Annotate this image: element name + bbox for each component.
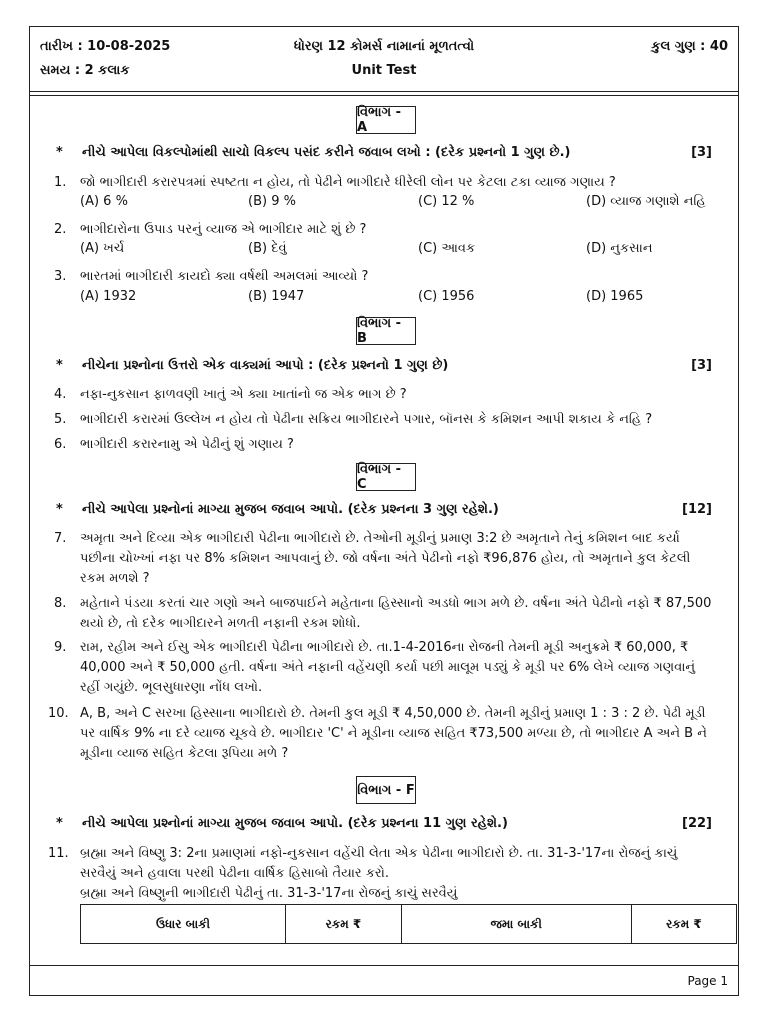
question-3-options [80, 289, 718, 307]
option: (D) નુકસાન [586, 241, 653, 256]
page-number: Page 1 [687, 974, 728, 988]
bullet-star-icon: * [56, 358, 63, 373]
question-2-options [80, 241, 718, 259]
table-header-row [81, 905, 737, 944]
table-header-amount: રકમ ₹ [286, 905, 402, 944]
section-b-instruction: * નીચેના પ્રશ્નોના ઉત્તરો એક વાક્યમાં આપો : (દરેક પ્રશ્નનો 1 ગુણ છે) [3] [56, 358, 712, 373]
section-f-marks: [22] [682, 816, 712, 831]
table-header-debit: ઉધાર બાકી [81, 905, 286, 944]
section-a-title: વિભાગ - A [356, 106, 416, 134]
section-c-title: વિભાગ - C [356, 463, 416, 491]
option: (A) ખર્ચ [80, 241, 125, 256]
bullet-star-icon: * [56, 145, 63, 160]
question-11: 11. બ્રહ્મા અને વિષ્ણુ 3: 2ના પ્રમાણમાં નફો-નુકસાન વહેંચી લેતા એક પેઢીના ભાગીદારો છે. તા. 31-3-'17ના રોજનું કાચું સરવૈયું અને હવાલા પરથી પેઢીના વાર્ષિક હિસાબો તૈયાર કરો. બ્રહ્મા અને વિષ્ણુની ભાગીદારી પેઢીનું તા. 31-3-'17ના રોજનું કાચું સરવૈયું [48, 844, 712, 904]
question-3: 3. ભારતમાં ભાગીદારી કાયદો ક્યા વર્ષથી અમલમાં આવ્યો ? [54, 269, 369, 284]
option: (D) 1965 [586, 289, 644, 304]
bullet-star-icon: * [56, 816, 63, 831]
section-a-instruction: * નીચે આપેલા વિકલ્પોમાંથી સાચો વિકલ્પ પસંદ કરીને જવાબ લખો : (દરેક પ્રશ્નનો 1 ગુણ છે.) [3] [56, 145, 712, 160]
question-6: 6. ભાગીદારી કરારનામુ એ પેઢીનું શું ગણાય ? [54, 437, 294, 452]
table-header-credit: જમા બાકી [401, 905, 631, 944]
section-c-marks: [12] [682, 502, 712, 517]
question-7: 7. અમૃતા અને દિવ્યા એક ભાગીદારી પેઢીના ભાગીદારો છે. તેઓની મૂડીનું પ્રમાણ 3:2 છે અમૃતાને તેનું કમિશન બાદ કર્યા પછીના ચોખ્ખાં નફા પર 8% કમિશન આપવાનું છે. જો વર્ષના અંતે પેઢીનો નફો ₹96,876 હોય, તો અમૃતાને કુલ કેટલી રકમ મળશે ? [54, 531, 691, 586]
question-10: 10. A, B, અને C સરખા હિસ્સાના ભાગીદારો છે. તેમની કુલ મૂડી ₹ 4,50,000 છે. તેમની મૂડીનું પ્રમાણ 1 : 3 : 2 છે. પેઢી મૂડી પર વાર્ષિક 9% ના દરે વ્યાજ ચૂકવે છે. ભાગીદાર 'C' ને મૂડીના વ્યાજ સહિત ₹73,500 મળ્યા છે, તો ભાગીદાર A અને B ને મૂડીના વ્યાજ સહિત કેટલા રૂપિયા મળે ? [48, 706, 707, 761]
exam-paper [29, 26, 739, 996]
question-1: 1. જો ભાગીદારી કરારપત્રમાં સ્પષ્ટતા ન હોય, તો પેઢીને ભાગીદારે ધીરેલી લોન પર કેટલા ટકા વ્યાજ ગણાય ? [54, 175, 616, 190]
option: (C) 1956 [418, 289, 475, 304]
question-11-subtext: બ્રહ્મા અને વિષ્ણુની ભાગીદારી પેઢીનું તા. 31-3-'17ના રોજનું કાચું સરવૈયું [80, 886, 458, 901]
section-b-marks: [3] [691, 358, 712, 373]
option: (A) 1932 [80, 289, 137, 304]
option: (C) આવક [418, 241, 476, 256]
section-c-instruction: * નીચે આપેલા પ્રશ્નોનાં માગ્યા મુજબ જવાબ આપો. (દરેક પ્રશ્નના 3 ગુણ રહેશે.) [12] [56, 502, 712, 517]
question-9: 9. રામ, રહીમ અને ઈસુ એક ભાગીદારી પેઢીના ભાગીદારો છે. તા.1-4-2016ના રોજની તેમની મૂડી અનુક્રમે ₹ 60,000, ₹ 40,000 અને ₹ 50,000 હતી. વર્ષના અંતે નફાની વહેંચણી કર્યા પછી માલૂમ પડ્યું કે મૂડી પર 6% લેખે વ્યાજ ગણવાનું રહીં ગયુંછે. ભૂલસુધારણા નોંધ લખો. [54, 640, 696, 695]
option: (C) 12 % [418, 194, 475, 209]
exam-header [30, 27, 738, 92]
table-header-amount: રકમ ₹ [631, 905, 736, 944]
option: (A) 6 % [80, 194, 128, 209]
exam-subject: ધોરણ 12 કોમર્સ નામાનાં મૂળતત્વો [293, 39, 475, 54]
section-f-instruction: * નીચે આપેલા પ્રશ્નોનાં માગ્યા મુજબ જવાબ આપો. (દરેક પ્રશ્નના 11 ગુણ રહેશે.) [22] [56, 816, 712, 831]
question-1-options [80, 194, 718, 212]
section-b-title: વિભાગ - B [356, 317, 416, 345]
total-marks: કુલ ગુણ : 40 [651, 39, 728, 54]
question-5: 5. ભાગીદારી કરારમાં ઉલ્લેખ ન હોય તો પેઢીના સક્રિય ભાગીદારને પગાર, બૉનસ કે કમિશન આપી શકાય કે નહિ ? [54, 412, 653, 427]
exam-date: તારીખ : 10-08-2025 [40, 39, 171, 54]
exam-duration: સમય : 2 કલાક [40, 63, 130, 78]
trial-balance-table [80, 904, 737, 944]
option: (D) વ્યાજ ગણાશે નહિ [586, 194, 706, 209]
option: (B) દેવું [248, 241, 287, 256]
question-8: 8. મહેતાને પંડયા કરતાં ચાર ગણો અને બાજપાઈને મહેતાના હિસ્સાનો અડધો ભાગ મળે છે. વર્ષના અંતે પેઢીનો નફો ₹ 87,500 થયો છે, તો દરેક ભાગીદારને મળતી નફાની રકમ શોધો. [54, 596, 712, 631]
question-2: 2. ભાગીદારોના ઉપાડ પરનું વ્યાજ એ ભાગીદાર માટે શું છે ? [54, 222, 367, 237]
section-a-marks: [3] [691, 145, 712, 160]
question-4: 4. નફા-નુકસાન ફાળવણી ખાતું એ ક્યા ખાતાંનો જ એક ભાગ છે ? [54, 387, 407, 402]
test-name: Unit Test [351, 63, 417, 78]
bullet-star-icon: * [56, 502, 63, 517]
header-divider [30, 95, 738, 96]
section-f-title: વિભાગ - F [356, 776, 416, 804]
option: (B) 9 % [248, 194, 296, 209]
option: (B) 1947 [248, 289, 305, 304]
footer-divider [30, 965, 738, 966]
